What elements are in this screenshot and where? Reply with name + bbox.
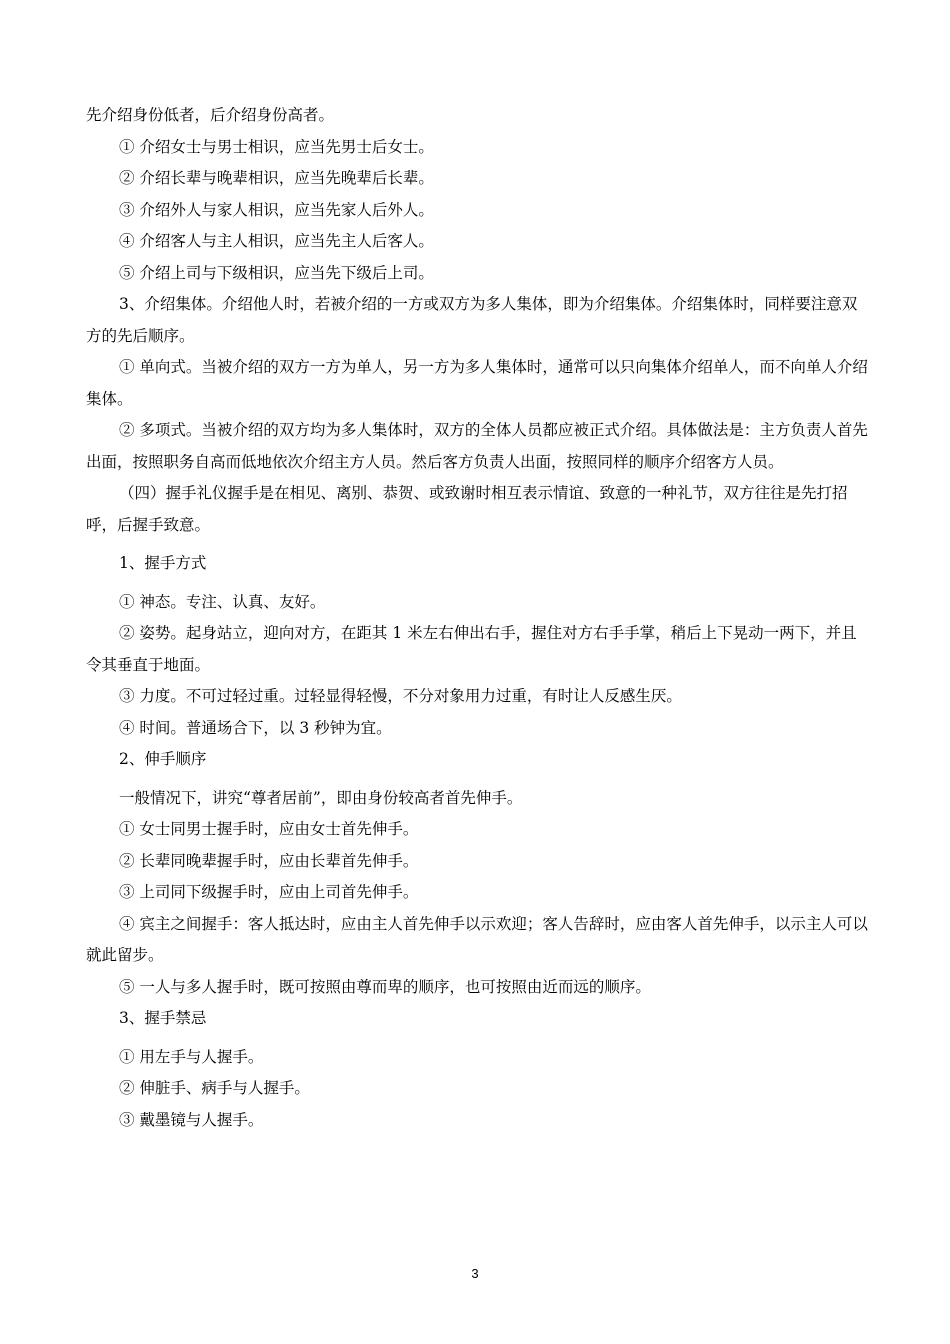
list-item: ④ 介绍客人与主人相识，应当先主人后客人。 bbox=[119, 232, 434, 250]
list-item: ③ 力度。不可过轻过重。过轻显得轻慢，不分对象用力过重，有时让人反感生厌。 bbox=[119, 687, 682, 705]
section-heading: 2、伸手顺序 bbox=[119, 750, 207, 768]
section-heading: 3、握手禁忌 bbox=[119, 1009, 207, 1027]
document-body bbox=[86, 100, 870, 1136]
paragraph-handshake-etiquette: （四）握手礼仪握手是在相见、离别、恭贺、或致谢时相互表示情谊、致意的一种礼节，双方往往是先打招呼，后握手致意。 bbox=[86, 484, 848, 534]
list-item: ① 神态。专注、认真、友好。 bbox=[119, 592, 326, 611]
list-item: ② 姿势。起身站立，迎向对方，在距其 1 米左右伸出右手，握住对方右手手掌，稍后上下晃动一两下，并且令其垂直于地面。 bbox=[86, 624, 857, 674]
list-item: ③ 戴墨镜与人握手。 bbox=[119, 1110, 264, 1129]
list-item: ① 用左手与人握手。 bbox=[119, 1047, 264, 1066]
paragraph-group-intro: 3、介绍集体。介绍他人时，若被介绍的一方或双方为多人集体，即为介绍集体。介绍集体时，同样要注意双方的先后顺序。 bbox=[86, 295, 858, 345]
list-item: ② 介绍长辈与晚辈相识，应当先晚辈后长辈。 bbox=[119, 169, 434, 187]
list-item: ⑤ 介绍上司与下级相识，应当先下级后上司。 bbox=[119, 263, 434, 282]
list-item: ② 长辈同晚辈握手时，应由长辈首先伸手。 bbox=[119, 851, 419, 870]
list-item: ① 介绍女士与男士相识，应当先男士后女士。 bbox=[119, 137, 434, 156]
section-heading: 1、握手方式 bbox=[119, 554, 207, 572]
list-item: ④ 时间。普通场合下，以 3 秒钟为宜。 bbox=[119, 718, 392, 737]
list-item: ③ 上司同下级握手时，应由上司首先伸手。 bbox=[119, 883, 419, 901]
paragraph-intro-order: 先介绍身份低者，后介绍身份高者。 bbox=[86, 106, 335, 124]
paragraph-general-rule: 一般情况下，讲究“尊者居前”，即由身份较高者首先伸手。 bbox=[119, 788, 523, 807]
list-item: ⑤ 一人与多人握手时，既可按照由尊而卑的顺序，也可按照由近而远的顺序。 bbox=[119, 977, 651, 996]
page-number: 3 bbox=[471, 1266, 479, 1281]
list-item: ② 多项式。当被介绍的双方均为多人集体时，双方的全体人员都应被正式介绍。具体做法是：主方负责人首先出面，按照职务自高而低地依次介绍主方人员。然后客方负责人出面，按照同样的顺序介绍客方人员。 bbox=[86, 421, 868, 471]
list-item: ① 单向式。当被介绍的双方一方为单人，另一方为多人集体时，通常可以只向集体介绍单人，而不向单人介绍集体。 bbox=[86, 358, 868, 408]
list-item: ③ 介绍外人与家人相识，应当先家人后外人。 bbox=[119, 200, 434, 219]
list-item: ② 伸脏手、病手与人握手。 bbox=[119, 1079, 310, 1097]
list-item: ① 女士同男士握手时，应由女士首先伸手。 bbox=[119, 820, 419, 838]
list-item: ④ 宾主之间握手：客人抵达时，应由主人首先伸手以示欢迎；客人告辞时，应由客人首先伸手，以示主人可以就此留步。 bbox=[86, 914, 868, 964]
